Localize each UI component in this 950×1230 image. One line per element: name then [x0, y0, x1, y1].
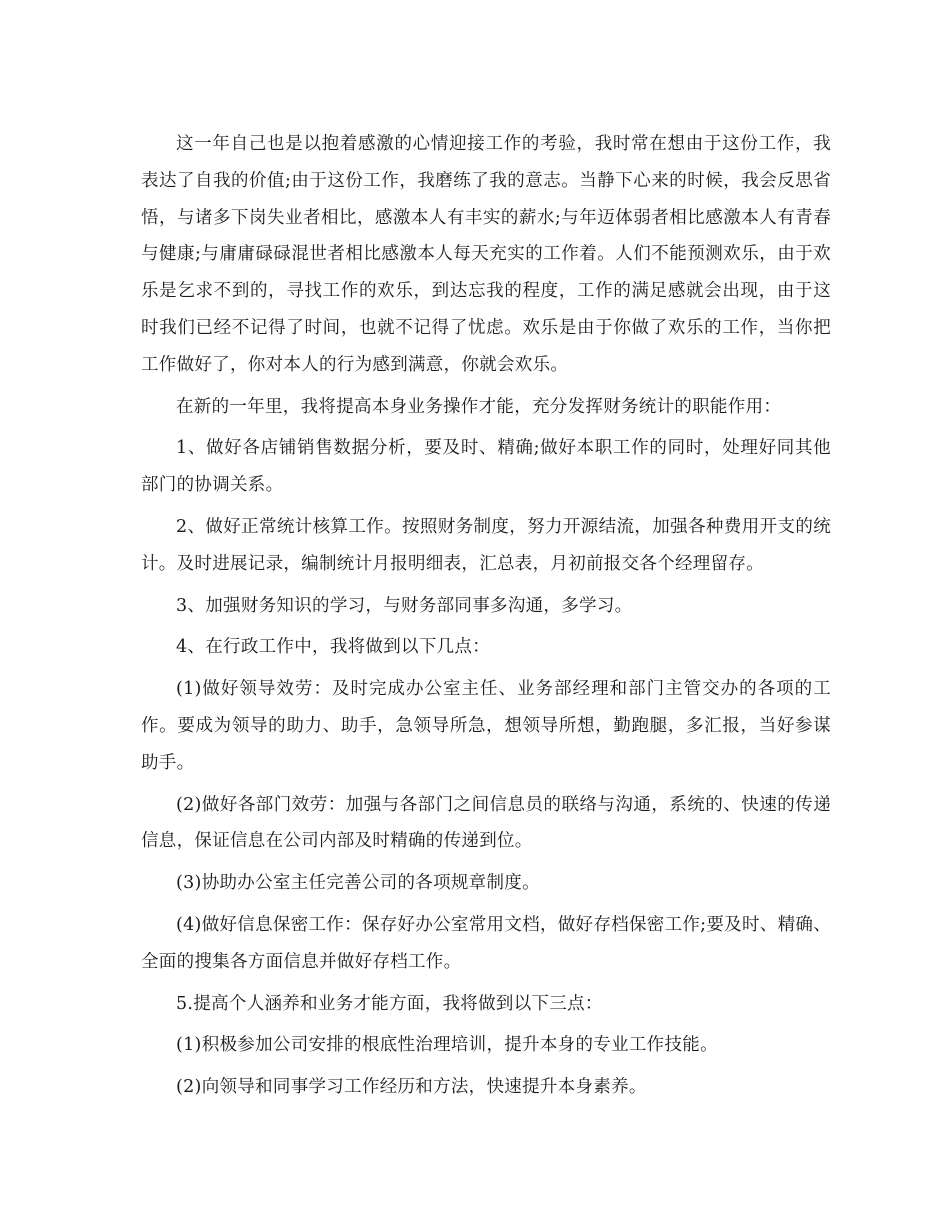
paragraph-intro: 这一年自己也是以抱着感激的心情迎接工作的考验，我时常在想由于这份工作，我表达了自我的价值;由于这份工作，我磨练了我的意志。当静下心来的时候，我会反思省悟，与诸多下岗失业者相比，感激本人有丰实的薪水;与年迈体弱者相比感激本人有青春与健康;与庸庸碌碌混世者相比感激本人每天充实的工作着。人们不能预测欢乐，由于欢乐是乞求不到的，寻找工作的欢乐，到达忘我的程度，工作的满足感就会出现，由于这时我们已经不记得了时间，也就不记得了忧虑。欢乐是由于你做了欢乐的工作，当你把工作做好了，你对本人的行为感到满意，你就会欢乐。 — [141, 134, 831, 375]
paragraph-item-5-2: (2)向领导和同事学习工作经历和方法，快速提升本身素养。 — [176, 1077, 647, 1098]
paragraph-item-5-1: (1)积极参加公司安排的根底性治理培训，提升本身的专业工作技能。 — [176, 1035, 718, 1056]
paragraph-item-4-1: (1)做好领导效劳：及时完成办公室主任、业务部经理和部门主管交办的各项的工作。要成为领导的助力、助手，急领导所急，想领导所想，勤跑腿，多汇报，当好参谋助手。 — [141, 679, 831, 773]
paragraph-item-4-4: (4)做好信息保密工作：保存好办公室常用文档，做好存档保密工作;要及时、精确、全面的搜集各方面信息并做好存档工作。 — [141, 914, 831, 972]
document-page — [141, 126, 831, 1111]
paragraph-new-year-plan: 在新的一年里，我将提高本身业务操作才能，充分发挥财务统计的职能作用： — [176, 396, 782, 417]
paragraph-item-4-3: (3)协助办公室主任完善公司的各项规章制度。 — [176, 873, 540, 894]
paragraph-item-2: 2、做好正常统计核算工作。按照财务制度，努力开源结流，加强各种费用开支的统计。及时进展记录，编制统计月报明细表，汇总表，月初前报交各个经理留存。 — [141, 516, 831, 574]
paragraph-item-3: 3、加强财务知识的学习，与财务部同事多沟通，多学习。 — [176, 595, 633, 616]
paragraph-item-4-2: (2)做好各部门效劳：加强与各部门之间信息员的联络与沟通，系统的、快速的传递信息，保证信息在公司内部及时精确的传递到位。 — [141, 794, 831, 852]
paragraph-item-1: 1、做好各店铺销售数据分析，要及时、精确;做好本职工作的同时，处理好同其他部门的协调关系。 — [141, 438, 831, 496]
paragraph-item-4: 4、在行政工作中，我将做到以下几点： — [176, 637, 491, 658]
paragraph-item-5: 5.提高个人涵养和业务才能方面，我将做到以下三点： — [176, 993, 603, 1014]
